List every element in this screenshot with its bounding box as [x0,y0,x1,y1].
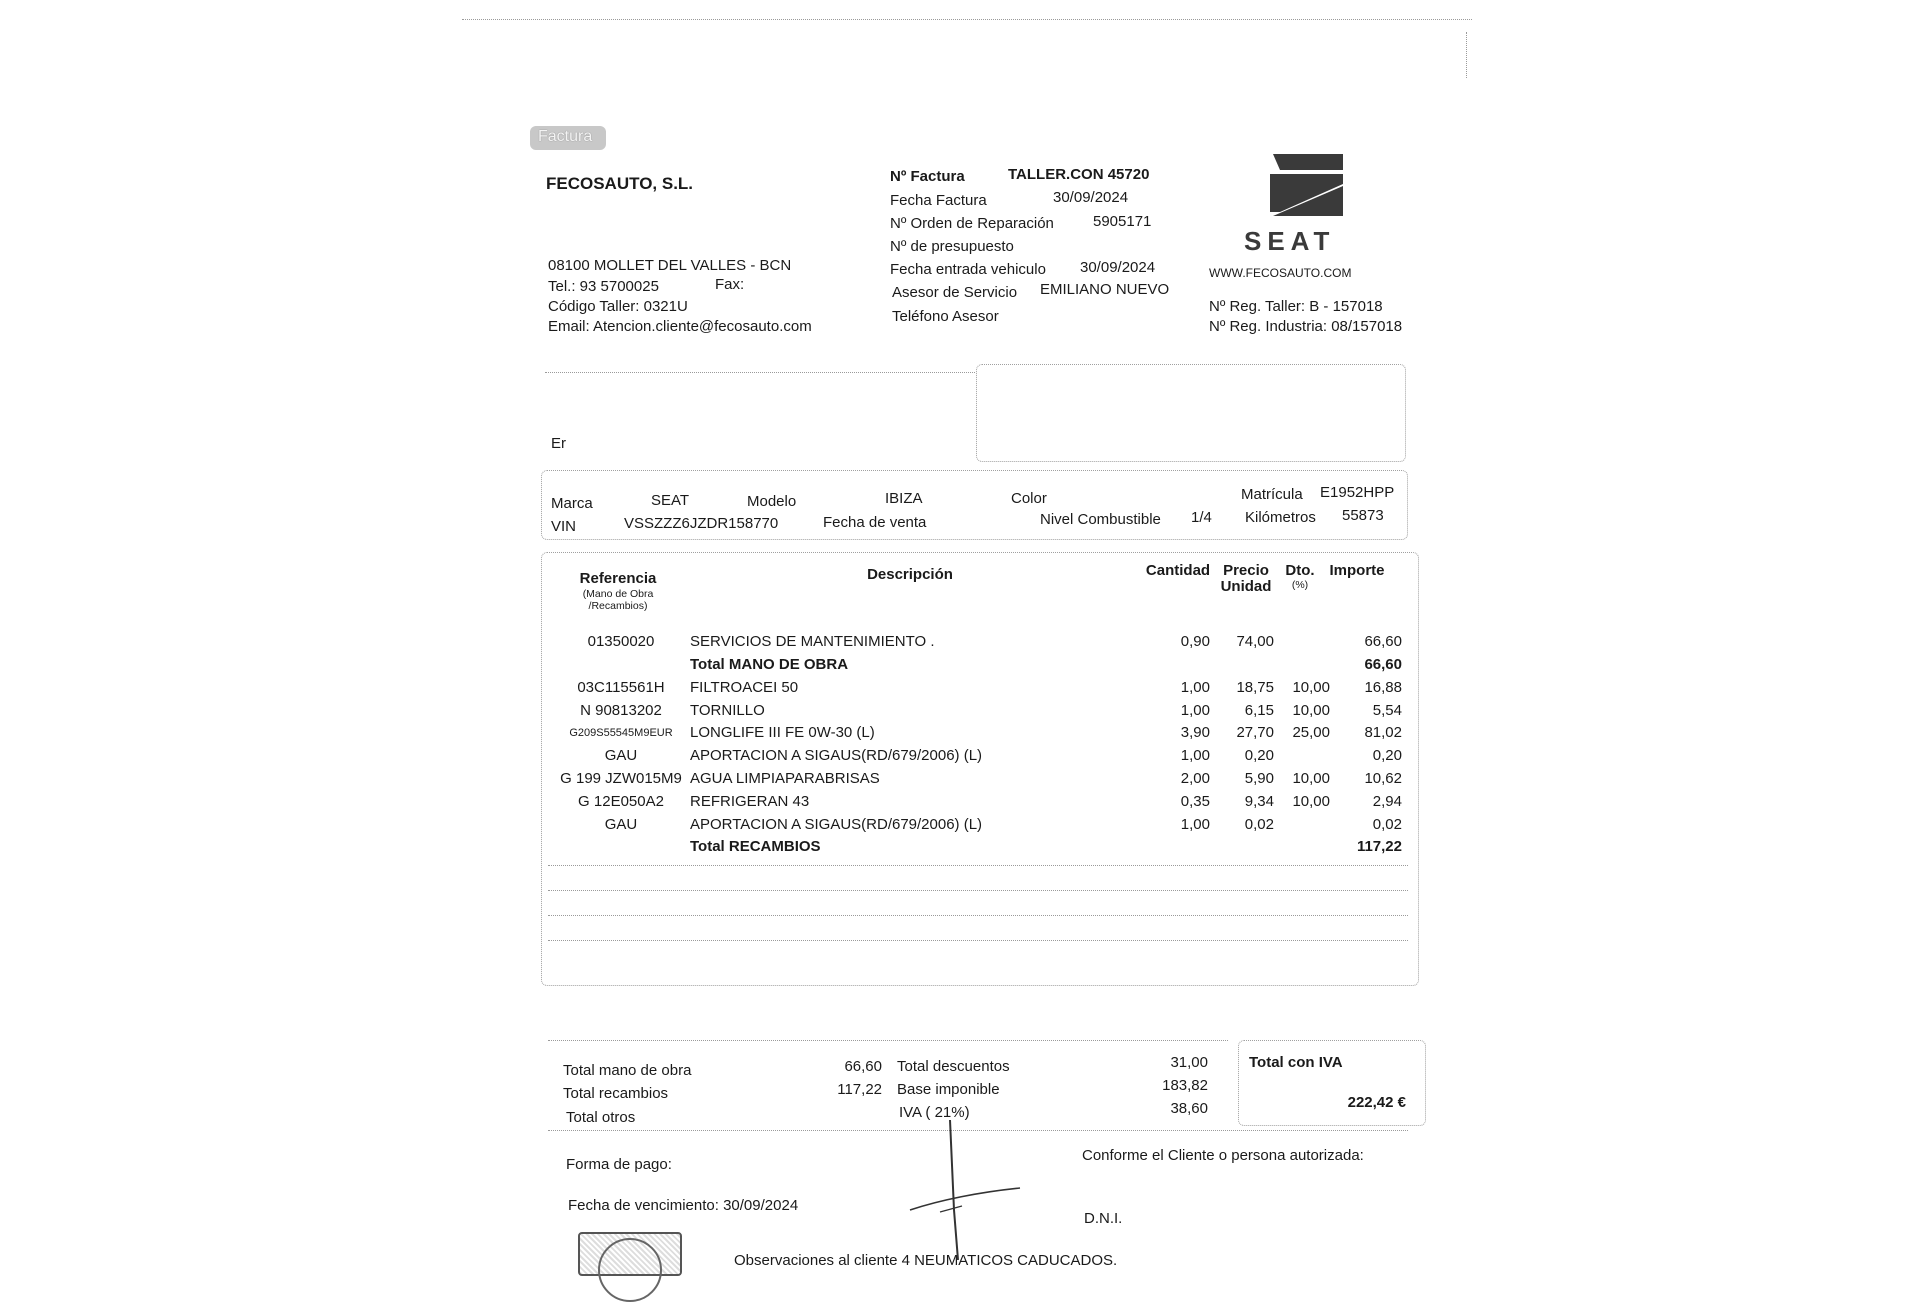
cell-qty: 0,90 [1180,633,1210,650]
customer-address-box [976,364,1406,462]
reg-taller: Nº Reg. Taller: B - 157018 [1209,298,1383,315]
col-header-ref-sub1: (Mano de Obra [582,588,654,600]
cell-ref: G 199 JZW015M9 [560,770,682,787]
company-fax: Fax: [715,276,745,293]
cell-importe: 5,54 [1372,702,1402,719]
col-header-ref: Referencia [579,570,657,587]
company-name: FECOSAUTO, S.L. [546,174,694,193]
total-recambios-value: 117,22 [837,1081,882,1098]
cell-price: 9,34 [1244,793,1274,810]
company-website: WWW.FECOSAUTO.COM [1209,266,1352,280]
combustible-value: 1/4 [1191,509,1212,526]
cell-importe: 81,02 [1364,724,1402,741]
modelo-label: Modelo [747,493,797,510]
table-empty-line [548,940,1408,941]
cell-desc: TORNILLO [690,702,765,719]
cell-importe: 66,60 [1364,633,1402,650]
company-code: Código Taller: 0321U [548,298,688,315]
cell-qty: 1,00 [1180,747,1210,764]
col-header-qty: Cantidad [1145,562,1211,579]
cell-desc: SERVICIOS DE MANTENIMIENTO . [690,633,935,650]
table-empty-line [548,865,1408,866]
col-header-price-1: Precio [1223,562,1269,579]
cell-ref: GAU [604,816,638,833]
customer-observations: Observaciones al cliente 4 NEUMATICOS CADUCADOS. [734,1252,1118,1269]
km-label: Kilómetros [1245,509,1316,526]
items-table [541,552,1419,986]
table-empty-line [548,915,1408,916]
advisor-value: EMILIANO NUEVO [1040,281,1170,298]
cell-desc: REFRIGERAN 43 [690,793,810,810]
col-header-price-2: Unidad [1220,578,1272,595]
dni-label: D.N.I. [1084,1210,1123,1227]
total-con-iva-box [1238,1040,1426,1126]
invoice-date-label: Fecha Factura [890,192,987,209]
cell-desc: LONGLIFE III FE 0W-30 (L) [690,724,875,741]
marca-value: SEAT [651,492,690,509]
cell-desc: Total RECAMBIOS [690,838,821,855]
entry-date-value: 30/09/2024 [1080,259,1156,276]
cell-ref: G 12E050A2 [578,793,664,810]
cell-price: 0,02 [1244,816,1274,833]
cell-price: 74,00 [1236,633,1274,650]
cell-desc: APORTACION A SIGAUS(RD/679/2006) (L) [690,747,983,764]
cell-price: 6,15 [1244,702,1274,719]
color-label: Color [1011,490,1047,507]
km-value: 55873 [1342,507,1384,524]
cell-qty: 2,00 [1180,770,1210,787]
cell-price: 18,75 [1236,679,1274,696]
customer-label: Er [551,435,566,452]
modelo-value: IBIZA [885,490,923,507]
total-mano-label: Total mano de obra [563,1062,692,1079]
cell-desc: Total MANO DE OBRA [690,656,849,673]
invoice-date-value: 30/09/2024 [1053,189,1129,206]
cell-qty: 0,35 [1180,793,1210,810]
cell-qty: 1,00 [1180,816,1210,833]
due-date: Fecha de vencimiento: 30/09/2024 [568,1197,799,1214]
vin-label: VIN [551,518,577,535]
marca-label: Marca [551,495,593,512]
repair-order-label: Nº Orden de Reparación [890,215,1054,232]
base-imponible-value: 183,82 [1162,1077,1208,1094]
cell-importe: 0,02 [1372,816,1402,833]
repair-order-value: 5905171 [1093,213,1152,230]
cell-desc: FILTROACEI 50 [690,679,799,696]
cell-importe: 16,88 [1364,679,1402,696]
cell-dto: 10,00 [1292,793,1330,810]
total-recambios-label: Total recambios [563,1085,669,1102]
customer-signature [900,1120,1030,1260]
cell-ref: 03C115561H [577,679,665,696]
iva-value: 38,60 [1170,1100,1208,1117]
col-header-dto: Dto. [1285,562,1315,579]
cell-dto: 10,00 [1292,770,1330,787]
col-header-desc: Descripción [867,566,953,583]
invoice-number-label: Nº Factura [890,168,965,185]
base-imponible-label: Base imponible [897,1081,1000,1098]
entry-date-label: Fecha entrada vehiculo [890,261,1046,278]
total-descuentos-label: Total descuentos [897,1058,1010,1075]
fecha-venta-label: Fecha de venta [823,514,927,531]
cell-importe: 10,62 [1364,770,1402,787]
totals-top-line [548,1040,1228,1041]
advisor-phone-label: Teléfono Asesor [892,308,999,325]
cell-price: 0,20 [1244,747,1274,764]
cell-ref: G209S55545M9EUR [569,727,673,739]
cell-qty: 1,00 [1180,702,1210,719]
company-email: Email: Atencion.cliente@fecosauto.com [548,318,812,335]
customer-conformity-label: Conforme el Cliente o persona autorizada: [1082,1147,1364,1164]
payment-method-label: Forma de pago: [566,1156,672,1173]
col-header-ref-sub2: /Recambios) [588,600,648,612]
total-otros-label: Total otros [566,1109,636,1126]
cell-importe: 2,94 [1372,793,1402,810]
table-empty-line [548,890,1408,891]
company-stamp [578,1232,682,1276]
scan-edge-top [462,19,1472,20]
budget-label: Nº de presupuesto [890,238,1014,255]
vin-value: VSSZZZ6JZDR158770 [624,515,779,532]
company-tel: Tel.: 93 5700025 [548,278,659,295]
cell-dto: 10,00 [1292,702,1330,719]
cell-ref: 01350020 [587,633,655,650]
combustible-label: Nivel Combustible [1040,511,1161,528]
col-header-importe: Importe [1329,562,1385,579]
total-mano-value: 66,60 [844,1058,882,1075]
cell-desc: AGUA LIMPIAPARABRISAS [690,770,880,787]
cell-desc: APORTACION A SIGAUS(RD/679/2006) (L) [690,816,983,833]
col-header-dto-sub: (%) [1291,579,1309,591]
total-descuentos-value: 31,00 [1170,1054,1208,1071]
cell-importe: 66,60 [1364,656,1402,673]
customer-line [545,372,975,373]
cell-qty: 1,00 [1180,679,1210,696]
matricula-value: E1952HPP [1320,484,1395,501]
cell-dto: 10,00 [1292,679,1330,696]
company-city: 08100 MOLLET DEL VALLES - BCN [548,257,792,274]
invoice-number-value: TALLER.CON 45720 [1008,166,1150,183]
cell-price: 27,70 [1236,724,1274,741]
seat-logo-text: SEAT [1244,226,1336,256]
matricula-label: Matrícula [1241,486,1303,503]
stamp-ring [598,1238,662,1302]
cell-dto: 25,00 [1292,724,1330,741]
cell-ref: N 90813202 [580,702,662,719]
total-con-iva-value: 222,42 € [1347,1094,1406,1111]
cell-price: 5,90 [1244,770,1274,787]
cell-ref: GAU [604,747,638,764]
cell-qty: 3,90 [1180,724,1210,741]
cell-importe: 0,20 [1372,747,1402,764]
cell-importe: 117,22 [1356,838,1402,855]
document-type-badge: Factura [530,126,606,150]
reg-industria: Nº Reg. Industria: 08/157018 [1209,318,1403,335]
total-con-iva-label: Total con IVA [1249,1054,1343,1071]
iva-label: IVA ( 21%) [899,1104,970,1121]
advisor-label: Asesor de Servicio [892,284,1018,301]
scan-edge-right [1466,32,1467,78]
